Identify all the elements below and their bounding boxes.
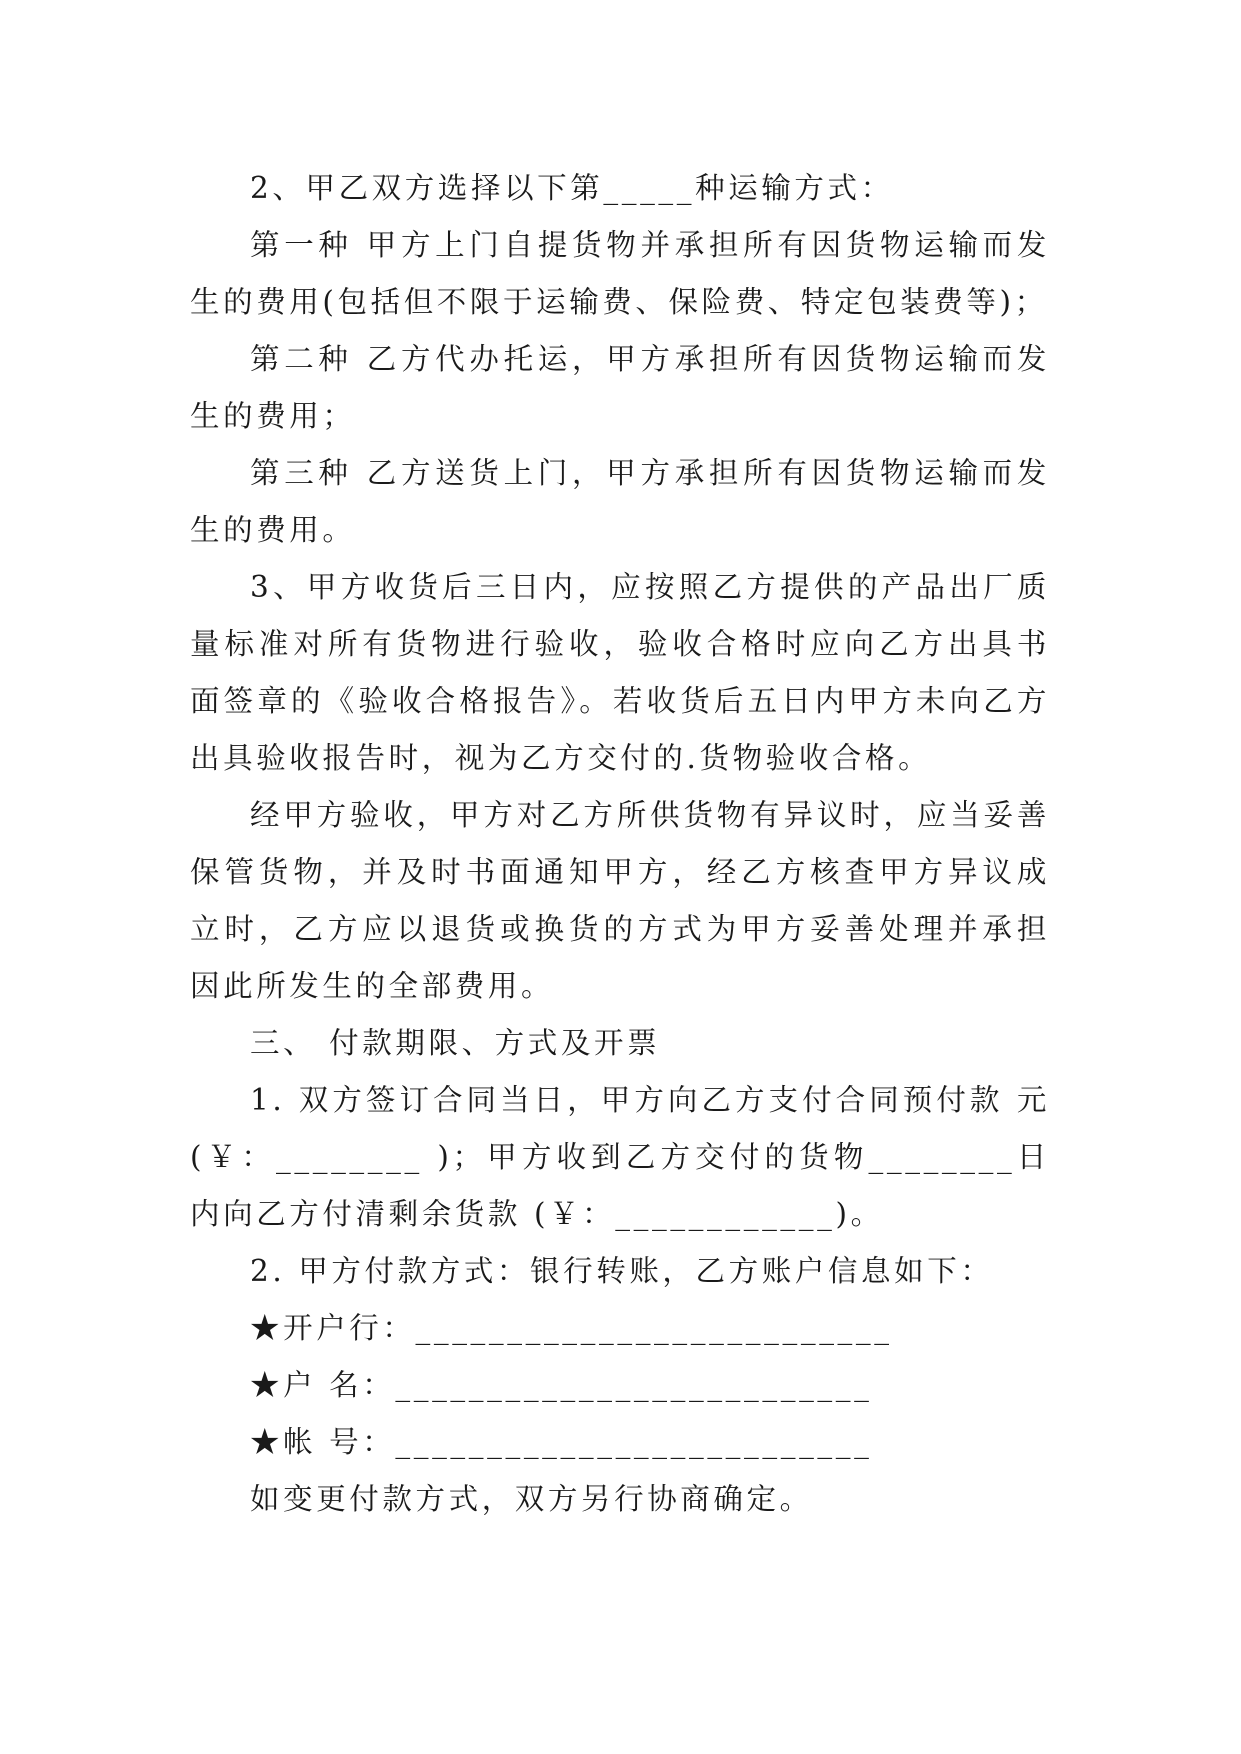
document-body: [190, 160, 1050, 1528]
paragraph-option-three: 第三种 乙方送货上门，甲方承担所有因货物运输而发生的费用。: [190, 456, 1050, 547]
account-name-line: ★户 名：__________________________: [250, 1368, 873, 1402]
paragraph-transport-choice: 2、甲乙双方选择以下第_____种运输方式：: [250, 171, 894, 205]
section-heading-payment: 三、 付款期限、方式及开票: [250, 1026, 661, 1060]
paragraph-payment-method: 2. 甲方付款方式：银行转账，乙方账户信息如下：: [250, 1254, 994, 1288]
paragraph-option-two: 第二种 乙方代办托运，甲方承担所有因货物运输而发生的费用；: [190, 342, 1050, 433]
paragraph-objection: 经甲方验收，甲方对乙方所供货物有异议时，应当妥善保管货物，并及时书面通知甲方，经乙方核查甲方异议成立时，乙方应以退货或换货的方式为甲方妥善处理并承担因此所发生的全部费用。: [190, 798, 1050, 1003]
account-bank-line: ★开户行：__________________________: [250, 1311, 893, 1345]
paragraph-option-one: 第一种 甲方上门自提货物并承担所有因货物运输而发生的费用(包括但不限于运输费、保险费、特定包装费等)；: [190, 228, 1050, 319]
paragraph-payment-terms: 1. 双方签订合同当日，甲方向乙方支付合同预付款 元(￥：________ )；甲方收到乙方交付的货物________日内向乙方付清剩余货款 (￥：____________)。: [190, 1083, 1050, 1231]
paragraph-inspection: 3、甲方收货后三日内，应按照乙方提供的产品出厂质量标准对所有货物进行验收，验收合格时应向乙方出具书面签章的《验收合格报告》。若收货后五日内甲方未向乙方出具验收报告时，视为乙方交付的.货物验收合格。: [190, 570, 1050, 775]
paragraph-change-payment: 如变更付款方式，双方另行协商确定。: [250, 1482, 813, 1516]
account-number-line: ★帐 号：__________________________: [250, 1425, 873, 1459]
